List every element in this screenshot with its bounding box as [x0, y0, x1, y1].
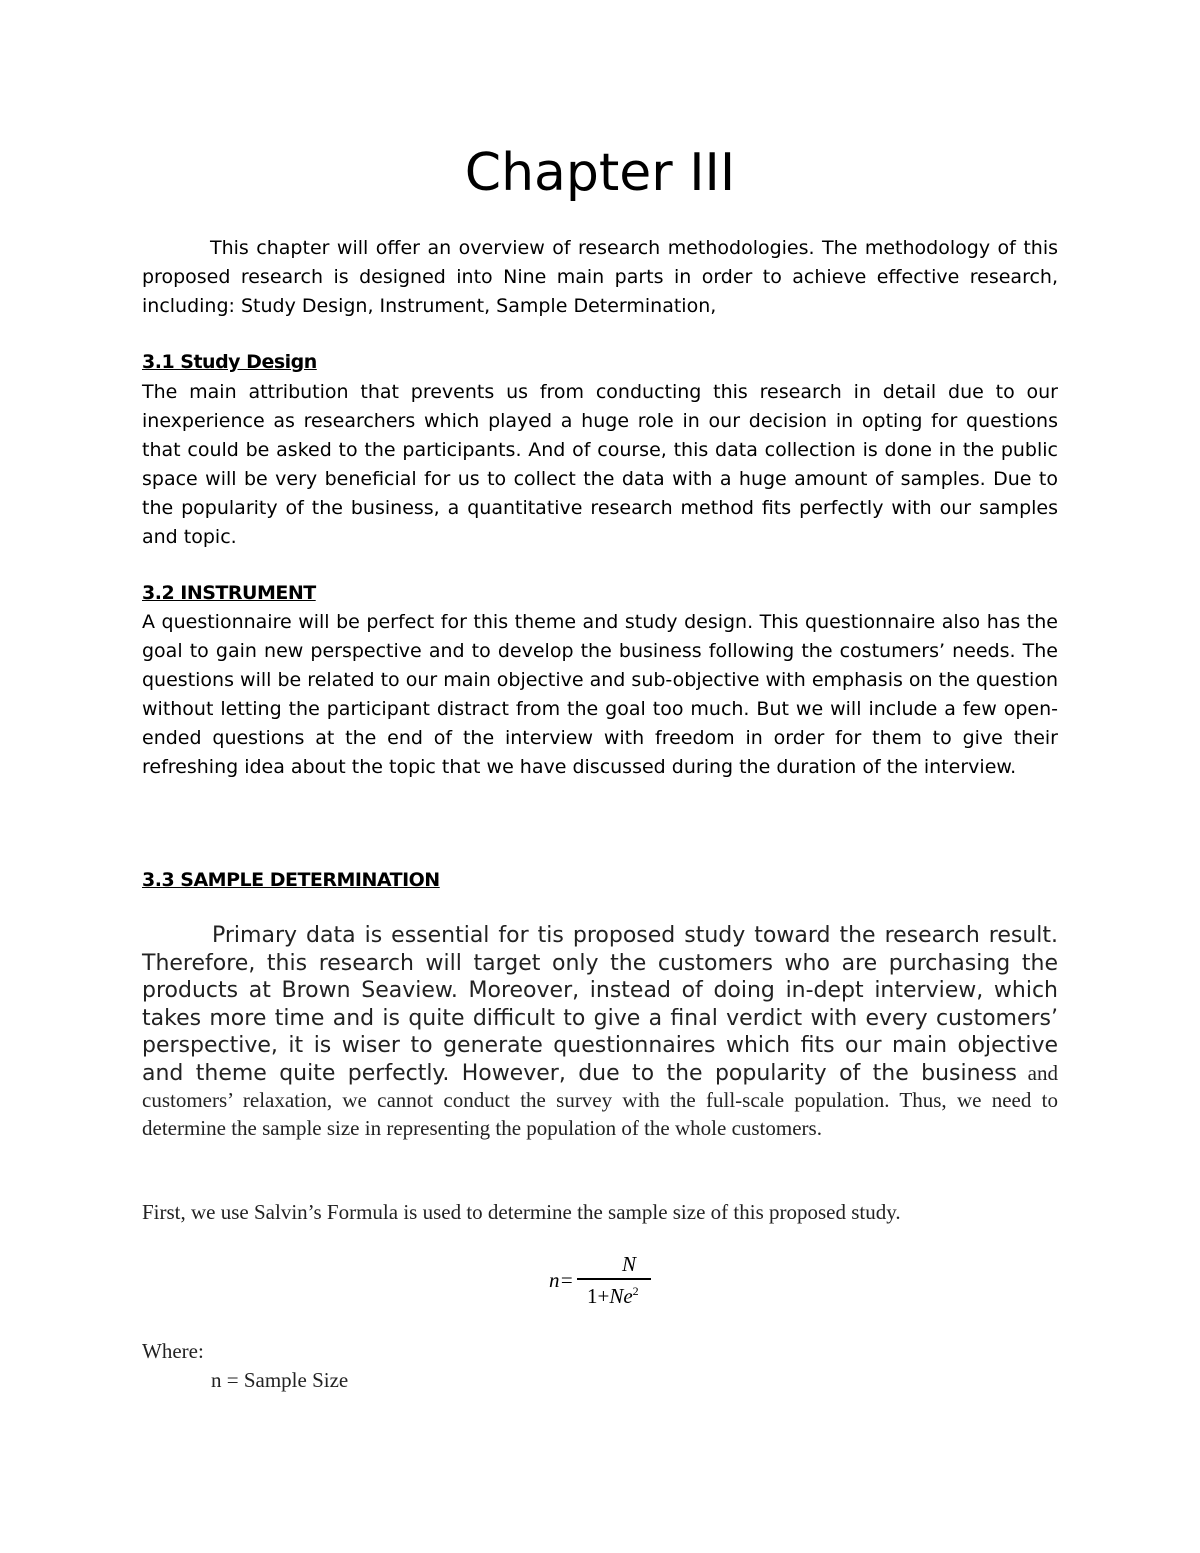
- section-heading-sample-determination: 3.3 SAMPLE DETERMINATION: [142, 869, 440, 891]
- section-heading-study-design: 3.1 Study Design: [142, 351, 317, 373]
- formula-intro: First, we use Salvin’s Formula is used to determine the sample size of this proposed study.: [142, 1200, 901, 1224]
- chapter-title: Chapter III: [464, 143, 736, 203]
- sample-paragraph-large-text: Primary data is essential for tis proposed study toward the research result. Therefore, this research will target only the customers who are purchasing the products at Brown Seaview. Moreover, instead of doing in-dept interview, which takes more time and is quite difficult to give a final verdict with every customers’ perspective, it is wiser to generate questionnaires which fits our main objective and theme quite perfectly. However, due to the popularity of the business: [142, 923, 1058, 1086]
- sample-determination-paragraph: [142, 922, 1058, 1142]
- sample-paragraph-tail-text: and customers’ relaxation, we cannot conduct the survey with the full-scale population. Thus, we need to determine the sample size in representing the population of the whole customers.: [142, 1060, 1058, 1140]
- definition-n: n = Sample Size: [211, 1368, 349, 1392]
- formula-denominator: [587, 1284, 639, 1309]
- denominator-exponent: 2: [632, 1284, 639, 1298]
- denominator-main: Ne: [609, 1284, 633, 1308]
- formula-numerator: N: [621, 1252, 636, 1276]
- study-design-paragraph: The main attribution that prevents us from conducting this research in detail due to our inexperience as researchers which played a huge role in our decision in opting for questions that could be asked to the participants. And of course, this data collection is done in the public space will be very beneficial for us to collect the data with a huge amount of samples. Due to the popularity of the business, a quantitative research method fits perfectly with our samples and topic.: [142, 381, 1058, 548]
- formula-lhs: n=: [549, 1268, 574, 1292]
- intro-paragraph: This chapter will offer an overview of research methodologies. The methodology of this proposed research is designed into Nine main parts in order to achieve effective research, including: Study Design, Instrument, Sample Determination,: [142, 237, 1058, 317]
- denominator-prefix: 1+: [587, 1284, 610, 1308]
- where-label: Where:: [142, 1339, 204, 1363]
- slovin-formula: [549, 1252, 659, 1312]
- fraction-bar: [577, 1278, 651, 1280]
- section-heading-instrument: 3.2 INSTRUMENT: [142, 582, 316, 604]
- instrument-paragraph: A questionnaire will be perfect for this theme and study design. This questionnaire also has the goal to gain new perspective and to develop the business following the costumers’ needs. The questions will be related to our main objective and sub-objective with emphasis on the question without letting the participant distract from the goal too much. But we will include a few open-ended questions at the end of the interview with freedom in order for them to give their refreshing idea about the topic that we have discussed during the duration of the interview.: [142, 611, 1058, 778]
